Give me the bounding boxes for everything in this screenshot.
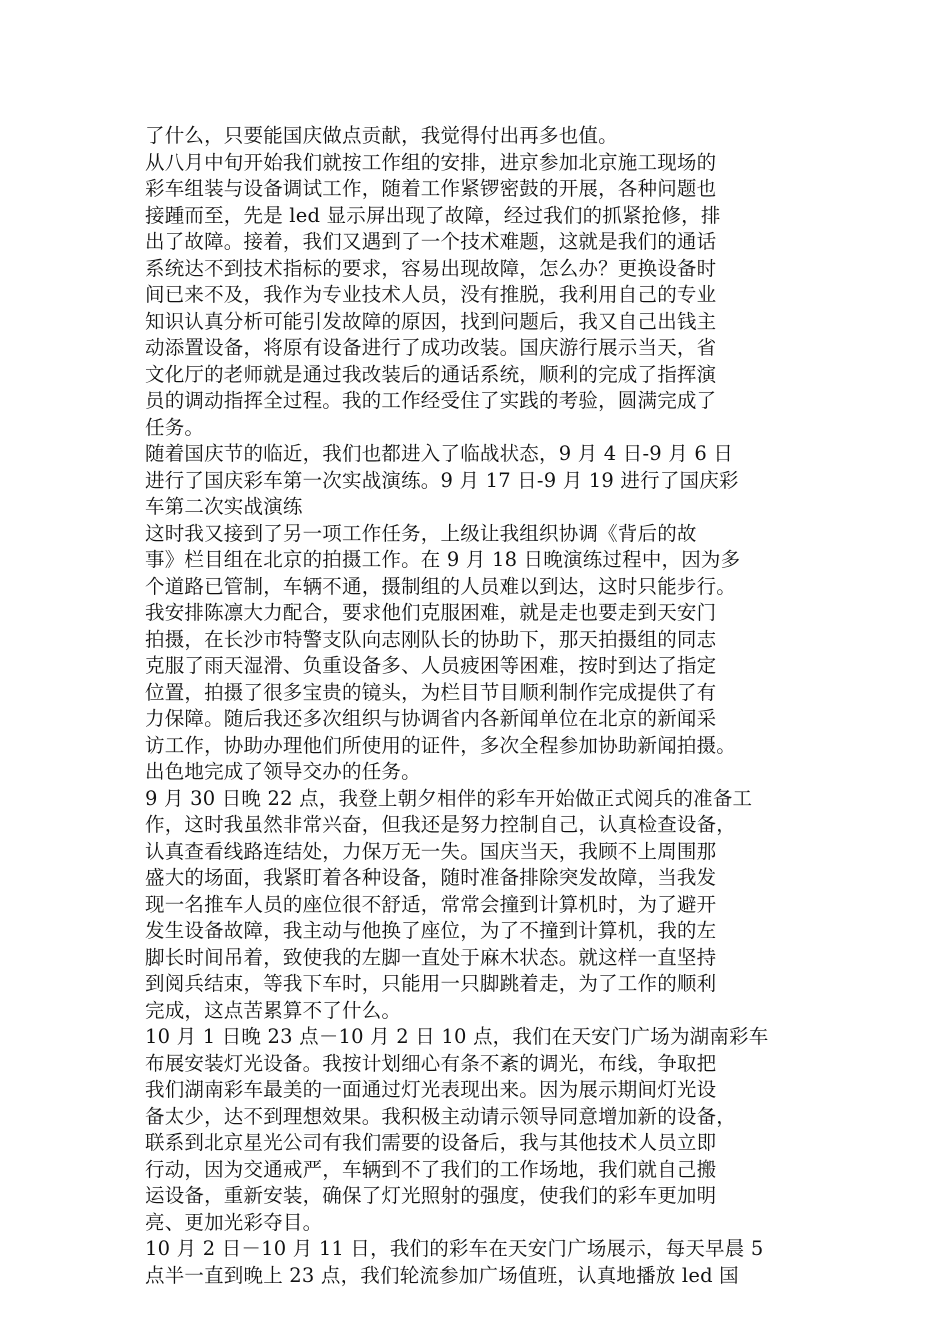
- text-line: 9 月 30 日晚 22 点，我登上朝夕相伴的彩车开始做正式阅兵的准备工: [145, 786, 753, 810]
- text-line: 访工作，协助办理他们所使用的证件，多次全程参加协助新闻拍摄。: [145, 733, 737, 757]
- text-line: 备太少，达不到理想效果。我积极主动请示领导同意增加新的设备，: [145, 1104, 737, 1128]
- text-line: 现一名推车人员的座位很不舒适，常常会撞到计算机时，为了避开: [145, 892, 717, 916]
- text-line: 亮、更加光彩夺目。: [145, 1210, 323, 1234]
- text-line: 认真查看线路连结处，力保万无一失。国庆当天，我顾不上周围那: [145, 839, 717, 863]
- text-line: 我安排陈凛大力配合，要求他们克服困难，就是走也要走到天安门: [145, 601, 717, 624]
- text-line: 车第二次实战演练: [145, 495, 303, 518]
- text-line: 联系到北京星光公司有我们需要的设备后，我与其他技术人员立即: [145, 1131, 717, 1154]
- text-line: 位置，拍摄了很多宝贵的镜头，为栏目节目顺利制作完成提供了有: [145, 680, 717, 704]
- text-line: 拍摄，在长沙市特警支队向志刚队长的协助下，那天拍摄组的同志: [145, 627, 717, 651]
- text-line: 彩车组装与设备调试工作，随着工作紧锣密鼓的开展，各种问题也: [145, 177, 717, 200]
- text-line: 从八月中旬开始我们就按工作组的安排，进京参加北京施工现场的: [145, 150, 717, 174]
- text-line: 发生设备故障，我主动与他换了座位，为了不撞到计算机，我的左: [145, 919, 717, 942]
- text-line: 力保障。随后我还多次组织与协调省内各新闻单位在北京的新闻采: [145, 707, 717, 730]
- text-line: 脚长时间吊着，致使我的左脚一直处于麻木状态。就这样一直坚持: [145, 945, 717, 969]
- text-line: 个道路已管制，车辆不通，摄制组的人员难以到达，这时只能步行。: [145, 574, 737, 598]
- document-body: [145, 123, 807, 1289]
- text-line: 出色地完成了领导交办的任务。: [145, 760, 421, 783]
- text-line: 克服了雨天湿滑、负重设备多、人员疲困等困难，按时到达了指定: [145, 654, 717, 677]
- text-line: 10 月 1 日晚 23 点－10 月 2 日 10 点，我们在天安门广场为湖南彩车: [145, 1025, 769, 1048]
- text-line: 完成，这点苦累算不了什么。: [145, 998, 402, 1022]
- text-line: 行动，因为交通戒严，车辆到不了我们的工作场地，我们就自己搬: [145, 1157, 717, 1181]
- text-line: 任务。: [145, 415, 205, 439]
- text-line: 出了故障。接着，我们又遇到了一个技术难题，这就是我们的通话: [145, 230, 717, 253]
- text-line: 运设备，重新安装，确保了灯光照射的强度，使我们的彩车更加明: [145, 1184, 717, 1207]
- text-line: 到阅兵结束，等我下车时，只能用一只脚跳着走，为了工作的顺利: [145, 972, 717, 995]
- text-line: 系统达不到技术指标的要求，容易出现故障，怎么办？更换设备时: [145, 256, 717, 280]
- text-line: 这时我又接到了另一项工作任务，上级让我组织协调《背后的故: [145, 521, 697, 545]
- text-line: 文化厅的老师就是通过我改装后的通话系统，顺利的完成了指挥演: [145, 362, 717, 386]
- text-line: 动添置设备，将原有设备进行了成功改装。国庆游行展示当天，省: [145, 336, 717, 359]
- text-line: 进行了国庆彩车第一次实战演练。9 月 17 日-9 月 19 进行了国庆彩: [145, 468, 739, 492]
- text-line: 员的调动指挥全过程。我的工作经受住了实践的考验，圆满完成了: [145, 389, 717, 412]
- text-line: 接踵而至，先是 led 显示屏出现了故障，经过我们的抓紧抢修，排: [145, 203, 721, 227]
- text-line: 了什么，只要能国庆做点贡献，我觉得付出再多也值。: [145, 124, 618, 147]
- text-line: 事》栏目组在北京的拍摄工作。在 9 月 18 日晚演练过程中，因为多: [145, 548, 741, 571]
- text-line: 盛大的场面，我紧盯着各种设备，随时准备排除突发故障，当我发: [145, 866, 717, 889]
- text-line: 间已来不及，我作为专业技术人员，没有推脱，我利用自己的专业: [145, 283, 717, 306]
- text-line: 点半一直到晚上 23 点，我们轮流参加广场值班，认真地播放 led 国: [145, 1263, 739, 1287]
- text-line: 10 月 2 日－10 月 11 日，我们的彩车在天安门广场展示，每天早晨 5: [145, 1237, 764, 1260]
- text-line: 知识认真分析可能引发故障的原因，找到问题后，我又自己出钱主: [145, 309, 717, 333]
- text-line: 布展安装灯光设备。我按计划细心有条不紊的调光，布线，争取把: [145, 1051, 717, 1075]
- text-line: 作，这时我虽然非常兴奋，但我还是努力控制自己，认真检查设备，: [145, 813, 737, 836]
- text-line: 我们湖南彩车最美的一面通过灯光表现出来。因为展示期间灯光设: [145, 1078, 717, 1101]
- text-line: 随着国庆节的临近，我们也都进入了临战状态，9 月 4 日-9 月 6 日: [145, 442, 734, 465]
